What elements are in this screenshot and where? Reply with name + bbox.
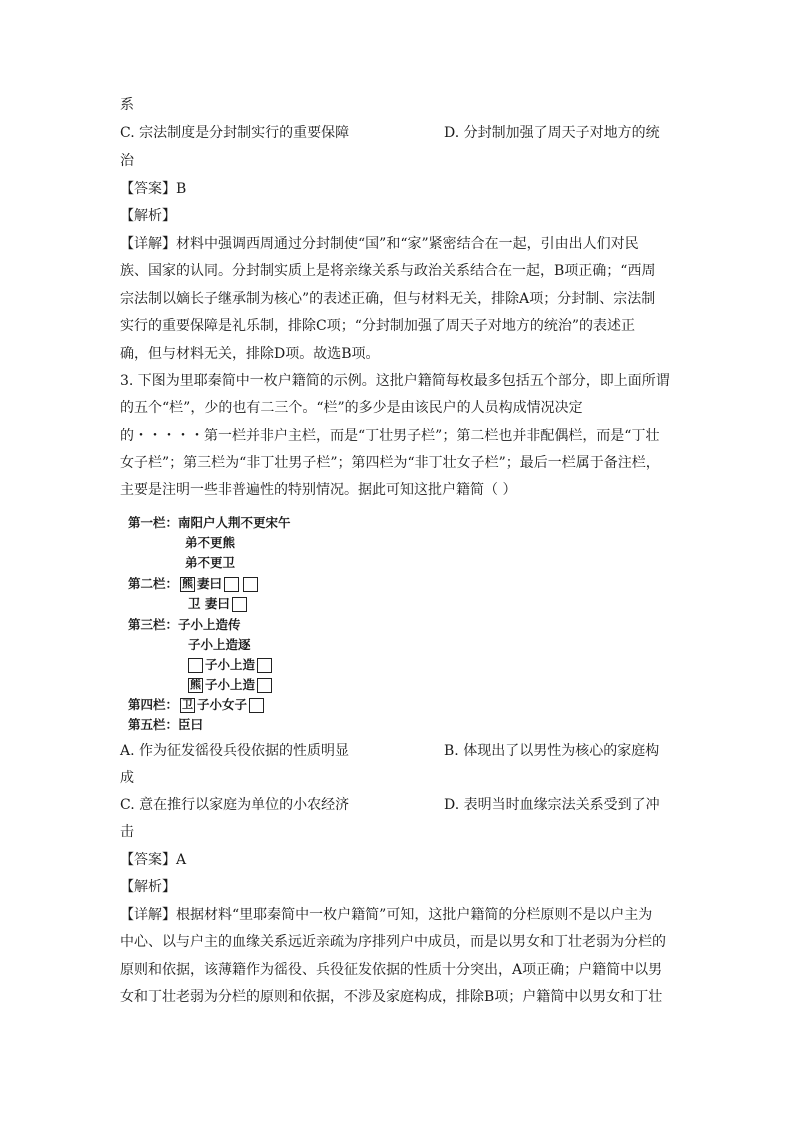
figure-text: 子小上造 (205, 677, 256, 692)
figure-text: 臣曰 (178, 717, 204, 732)
figure-row (186, 657, 274, 673)
prev-detail-line: 【详解】材料中强调西周通过分封制使“国”和“家”紧密结合在一起，引由出人们对民 (120, 236, 639, 252)
figure-text: 子小女子 (197, 697, 248, 712)
figure-row (128, 697, 266, 713)
blank-box (188, 658, 203, 673)
column-label: 第三栏： (128, 617, 179, 632)
figure-row (188, 637, 251, 653)
prev-detail-line: 族、国家的认同。分封制实质上是将亲缘关系与政治关系结合在一起，B项正确；“西周 (120, 263, 656, 279)
column-label: 第一栏： (128, 515, 179, 530)
blank-box (243, 577, 258, 592)
column-label: 第五栏： (128, 717, 179, 732)
q3-stem-line: 主要是注明一些非普遍性的特别情况。据此可知这批户籍简（ ） (120, 482, 517, 498)
prev-option-d: D. 分封制加强了周天子对地方的统 (444, 125, 660, 141)
blank-box (232, 597, 247, 612)
figure-text: 子小上造 (205, 657, 256, 672)
figure-text: 子小上造逐 (188, 637, 251, 652)
prev-detail-line: 宗法制以嫡长子继承制为核心”的表述正确，但与材料无关，排除A项；分封制、宗法制 (120, 291, 656, 307)
q3-detail-line: 原则和依据，该薄籍作为徭役、兵役征发依据的性质十分突出，A项正确；户籍简中以男 (120, 962, 663, 978)
prev-analysis-title: 【解析】 (120, 208, 176, 224)
blank-box (257, 678, 272, 693)
q3-analysis-title: 【解析】 (120, 879, 176, 895)
q3-stem-line: 的五个“栏”，少的也有二三个。“栏”的多少是由该民户的人员构成情况决定 (120, 400, 583, 416)
figure-row (128, 717, 203, 733)
q3-stem-line: 女子栏”；第三栏为“非丁壮男子栏”；第四栏为“非丁壮女子栏”；最后一栏属于备注栏， (120, 455, 660, 471)
figure-text: 南阳户人荆不更宋午 (178, 515, 291, 530)
column-label: 第四栏： (128, 697, 179, 712)
prev-option-d-tail: 治 (120, 153, 134, 169)
blank-box (224, 577, 239, 592)
figure-row (185, 535, 235, 551)
figure-text: 妻曰 (197, 576, 223, 591)
q3-detail-line: 【详解】根据材料“里耶秦简中一枚户籍简”可知，这批户籍简的分栏原则不是以户主为 (120, 907, 653, 923)
q3-detail-line: 中心、以与户主的血缘关系远近亲疏为序排列户中成员，而是以男女和丁壮老弱为分栏的 (120, 934, 666, 950)
boxed-character: 熊 (182, 576, 194, 590)
boxed-character: 卫 (182, 697, 194, 711)
prev-option-b-tail: 系 (120, 97, 134, 113)
prev-detail-line: 确，但与材料无关，排除D项。故选B项。 (120, 346, 380, 362)
figure-text: 弟不更卫 (185, 555, 236, 570)
q3-option-d-tail: 击 (120, 824, 134, 840)
q3-answer: 【答案】A (120, 852, 187, 868)
column-label: 第二栏： (128, 576, 179, 591)
blank-box (257, 658, 272, 673)
boxed-character: 熊 (190, 677, 201, 691)
q3-option-d: D. 表明当时血缘宗法关系受到了冲 (444, 797, 660, 813)
prev-answer: 【答案】B (120, 181, 187, 197)
q3-option-c: C. 意在推行以家庭为单位的小农经济 (120, 797, 350, 813)
q3-stem-line: 的・・・・・第一栏并非户主栏，而是“丁壮男子栏”；第二栏也并非配偶栏，而是“丁壮 (120, 428, 660, 444)
figure-text: 卫 妻曰 (188, 596, 230, 611)
figure-row (128, 576, 260, 592)
prev-option-c: C. 宗法制度是分封制实行的重要保障 (120, 125, 350, 141)
figure-text: 子小上造传 (178, 617, 241, 632)
q3-option-b: B. 体现出了以男性为核心的家庭构 (444, 743, 660, 759)
figure-row (186, 677, 274, 693)
figure-text: 弟不更熊 (185, 535, 236, 550)
figure-row (185, 555, 235, 571)
figure-row (188, 596, 249, 612)
q3-option-b-tail: 成 (120, 770, 134, 786)
q3-detail-line: 女和丁壮老弱为分栏的原则和依据，不涉及家庭构成，排除B项；户籍简中以男女和丁壮 (120, 989, 663, 1005)
prev-detail-line: 实行的重要保障是礼乐制，排除C项；“分封制加强了周天子对地方的统治”的表述正 (120, 318, 636, 334)
q3-stem-line: 3. 下图为里耶秦简中一枚户籍简的示例。这批户籍简每枚最多包括五个部分，即上面所谓 (120, 373, 670, 389)
figure-row (128, 617, 241, 633)
figure-row (128, 515, 291, 531)
q3-option-a: A. 作为征发徭役兵役依据的性质明显 (120, 743, 350, 759)
blank-box (249, 698, 264, 713)
